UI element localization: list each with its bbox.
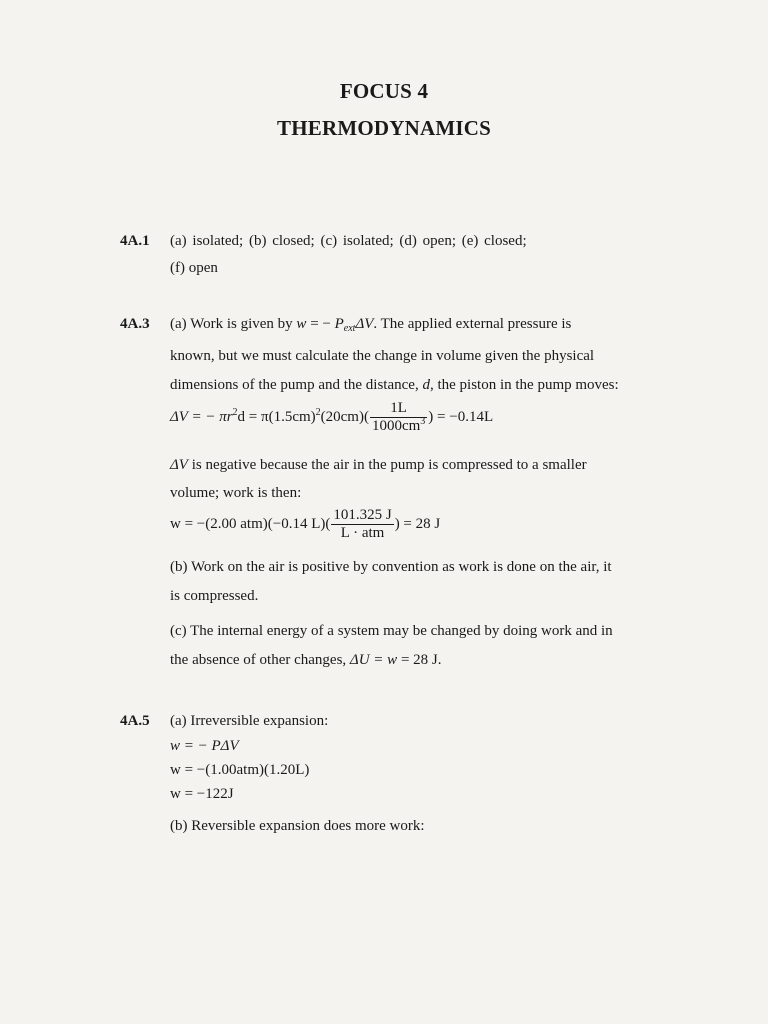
eq2-right: ) = 28 J xyxy=(394,515,441,532)
irreversible-eq2: w = −(1.00atm)(1.20L) xyxy=(170,762,310,778)
equals-minus: = − xyxy=(306,316,335,332)
eq1-cube: 3 xyxy=(420,416,426,427)
delta-v-symbol-2: ΔV xyxy=(170,457,188,473)
ext-subscript: ext xyxy=(343,323,356,334)
eq1-fraction xyxy=(370,400,427,435)
eq1-numerator: 1L xyxy=(370,400,427,418)
part-a-rest: . The applied external pressure is xyxy=(373,316,572,332)
eq2-left: w = −(2.00 atm)(−0.14 L)( xyxy=(170,515,331,532)
problem-number-4a1: 4A.1 xyxy=(120,233,150,249)
part-c-pre: the absence of other changes, xyxy=(170,652,350,668)
eq1-denominator-text: 1000cm xyxy=(371,418,421,434)
eq2-denominator: L · atm xyxy=(340,525,385,541)
problem-number-4a3: 4A.3 xyxy=(120,316,150,332)
problem-number-4a5: 4A.5 xyxy=(120,713,150,729)
part-c-equation: ΔU = w xyxy=(349,652,398,668)
eq1-mid: d = π(1.5cm) xyxy=(237,408,316,425)
part-b-line2: is compressed. xyxy=(170,588,259,604)
chapter-title: FOCUS 4 xyxy=(339,79,429,103)
pressure-symbol: P xyxy=(334,316,344,332)
eq2-numerator: 101.325 J xyxy=(333,507,392,523)
part-c-line2 xyxy=(170,652,441,669)
eq1-left: ΔV = − πr xyxy=(170,408,233,425)
eq1-exponent2: 2 xyxy=(315,406,321,418)
irreversible-eq3: w = −122J xyxy=(170,786,234,802)
line4-post: is negative because the air in the pump is compressed to a smaller xyxy=(187,457,587,473)
part-a-intro: (a) Work is given by xyxy=(170,316,293,332)
line3-pre: dimensions of the pump and the distance, xyxy=(170,377,423,393)
eq1-right: ) = −0.14L xyxy=(428,408,494,425)
volume-equation xyxy=(170,400,493,435)
eq1-mid2: (20cm)( xyxy=(320,408,369,425)
eq1-denominator xyxy=(370,418,427,435)
work-symbol: w xyxy=(296,316,307,332)
chapter-subtitle: THERMODYNAMICS xyxy=(277,116,491,140)
problem-4a1-answer-line1: (a) isolated; (b) closed; (c) isolated; (d) open; (e) closed; xyxy=(170,233,527,249)
eq2-fraction xyxy=(331,507,393,542)
problem-4a1-answer-line2: (f) open xyxy=(170,260,218,276)
part-b-line1: (b) Work on the air is positive by convention as work is done on the air, it xyxy=(170,559,612,575)
problem-4a3-part-a-line1 xyxy=(170,316,571,333)
part-c-line1: (c) The internal energy of a system may be changed by doing work and in xyxy=(170,623,613,639)
problem-4a3-line3 xyxy=(170,377,619,394)
work-equation xyxy=(170,507,440,542)
problem-4a3-line4 xyxy=(170,457,587,474)
line3-post: , the piston in the pump moves: xyxy=(429,377,619,393)
distance-symbol: d xyxy=(422,377,430,393)
problem-4a5-part-b: (b) Reversible expansion does more work: xyxy=(170,818,425,834)
eq1-exponent: 2 xyxy=(232,406,238,418)
problem-4a3-line2: known, but we must calculate the change in volume given the physical xyxy=(170,348,595,364)
part-c-post: = 28 J. xyxy=(397,652,442,668)
delta-v-symbol: ΔV xyxy=(355,316,374,332)
irreversible-eq1: w = − PΔV xyxy=(170,738,239,754)
problem-4a5-part-a: (a) Irreversible expansion: xyxy=(170,713,329,729)
problem-4a3-line5: volume; work is then: xyxy=(170,485,302,501)
